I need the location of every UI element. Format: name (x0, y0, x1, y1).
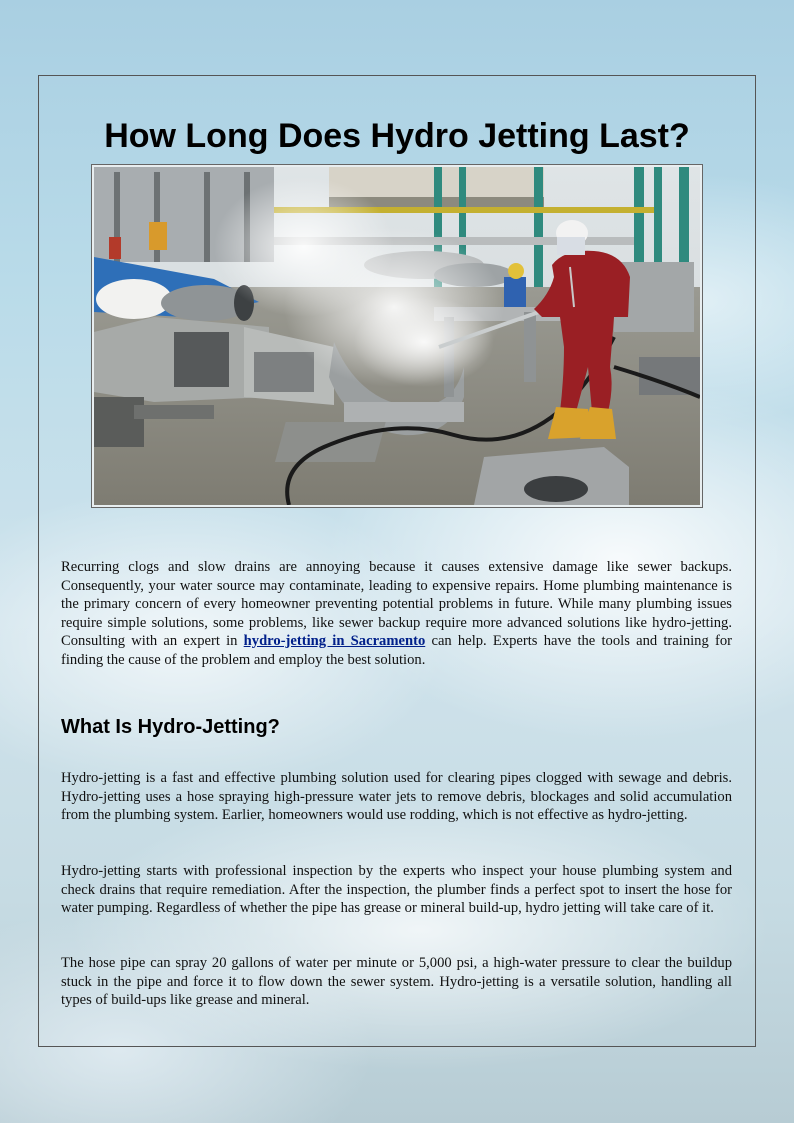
hydro-jetting-sacramento-link[interactable]: hydro-jetting in Sacramento (243, 633, 426, 649)
paragraph-process: Hydro-jetting starts with professional inspection by the experts who inspect your house plumbing system and check drains that require remediation. After the inspection, the plumber finds a perfect spot to insert the hose for water pumping. Regardless of whether the pipe has grease or mineral build-up, hydro jetting will take care of it. (61, 863, 732, 916)
section-heading: What Is Hydro-Jetting? (61, 716, 280, 738)
paragraph-definition: Hydro-jetting is a fast and effective plumbing solution used for clearing pipes clogged with sewage and debris. Hydro-jetting uses a hose spraying high-pressure water jets to remove debris, blockages and solid accumulation from the plumbing system. Earlier, homeowners would use rodding, which is not effective as hydro-jetting. (61, 770, 732, 823)
intro-text-after-link: can help. Experts have the tools and training for finding the cause of the problem and employ the best solution. (61, 633, 732, 668)
intro-text-before-link: Recurring clogs and slow drains are annoying because it causes extensive damage like sewer backups. Consequently, your water source may contaminate, leading to expensive repairs. Home plumbing maintenance is the primary concern of every homeowner preventing potential problems in future. While many plumbing issues require simple solutions, some problems, like sewer backup require more advanced solutions like hydro-jetting. Consulting with an expert in (61, 559, 732, 649)
hero-image-frame (91, 164, 703, 508)
page-title: How Long Does Hydro Jetting Last? (104, 117, 690, 155)
hero-image (94, 167, 700, 505)
paragraph-pressure: The hose pipe can spray 20 gallons of water per minute or 5,000 psi, a high-water pressure to clear the buildup stuck in the pipe and force it to flow down the sewer system. Hydro-jetting is a versatile solution, handling all types of build-ups like grease and mineral. (61, 955, 732, 1008)
intro-paragraph (61, 558, 732, 669)
